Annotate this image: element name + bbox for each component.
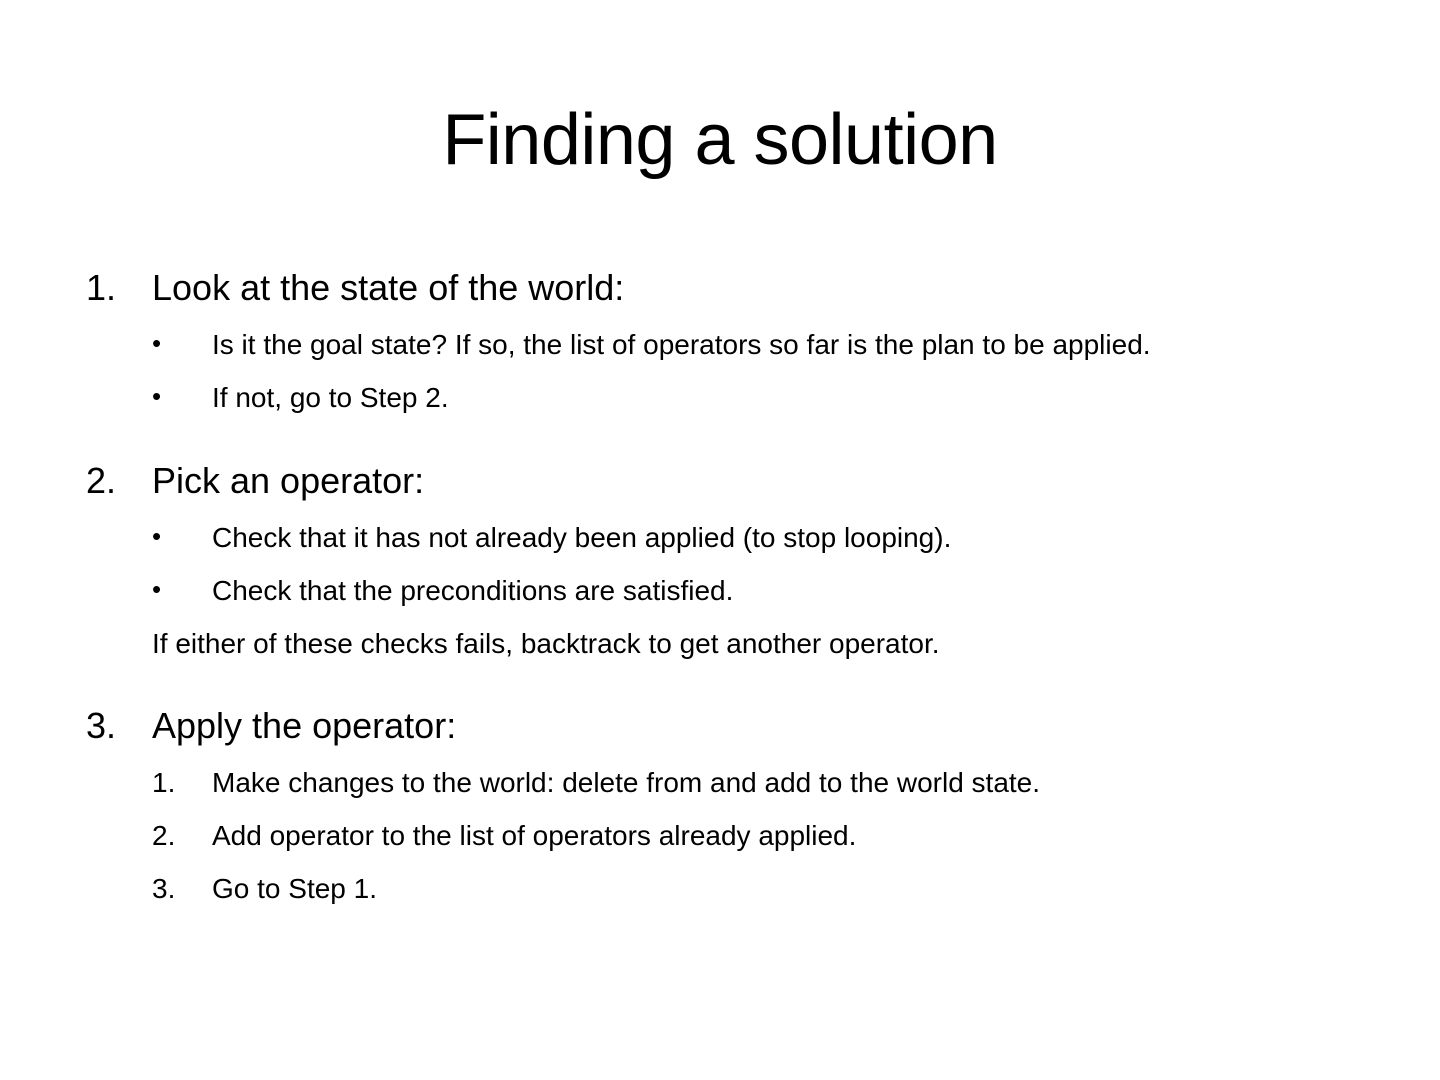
step-3-heading: Apply the operator: [152,705,457,746]
step-3-item-3-number: 3. [152,873,176,904]
step-1-number: 1. [86,267,117,308]
step-2-item-2-bullet: • [152,574,162,604]
step-3-item-3-text: Go to Step 1. [212,873,377,904]
step-1-item-1-bullet: • [152,328,162,358]
step-1-item-1-text: Is it the goal state? If so, the list of operators so far is the plan to be applied. [212,329,1151,360]
step-3-item-1-number: 1. [152,767,176,798]
step-2-item-1-bullet: • [152,521,162,551]
step-3-item-2-text: Add operator to the list of operators already applied. [212,820,857,851]
step-3-item-2-number: 2. [152,820,176,851]
step-2-item-2-text: Check that the preconditions are satisfied. [212,575,734,606]
step-1-item-2-text: If not, go to Step 2. [212,382,449,413]
step-1-heading: Look at the state of the world: [152,267,625,308]
step-2-number: 2. [86,460,117,501]
step-3-item-1-text: Make changes to the world: delete from and add to the world state. [212,767,1041,798]
step-2-item-1-text: Check that it has not already been applied (to stop looping). [212,522,952,553]
slide-title: Finding a solution [442,100,998,180]
step-2-heading: Pick an operator: [152,460,425,501]
step-1-item-2-bullet: • [152,381,162,411]
step-3-number: 3. [86,705,117,746]
step-2-note: If either of these checks fails, backtrack to get another operator. [152,628,940,659]
